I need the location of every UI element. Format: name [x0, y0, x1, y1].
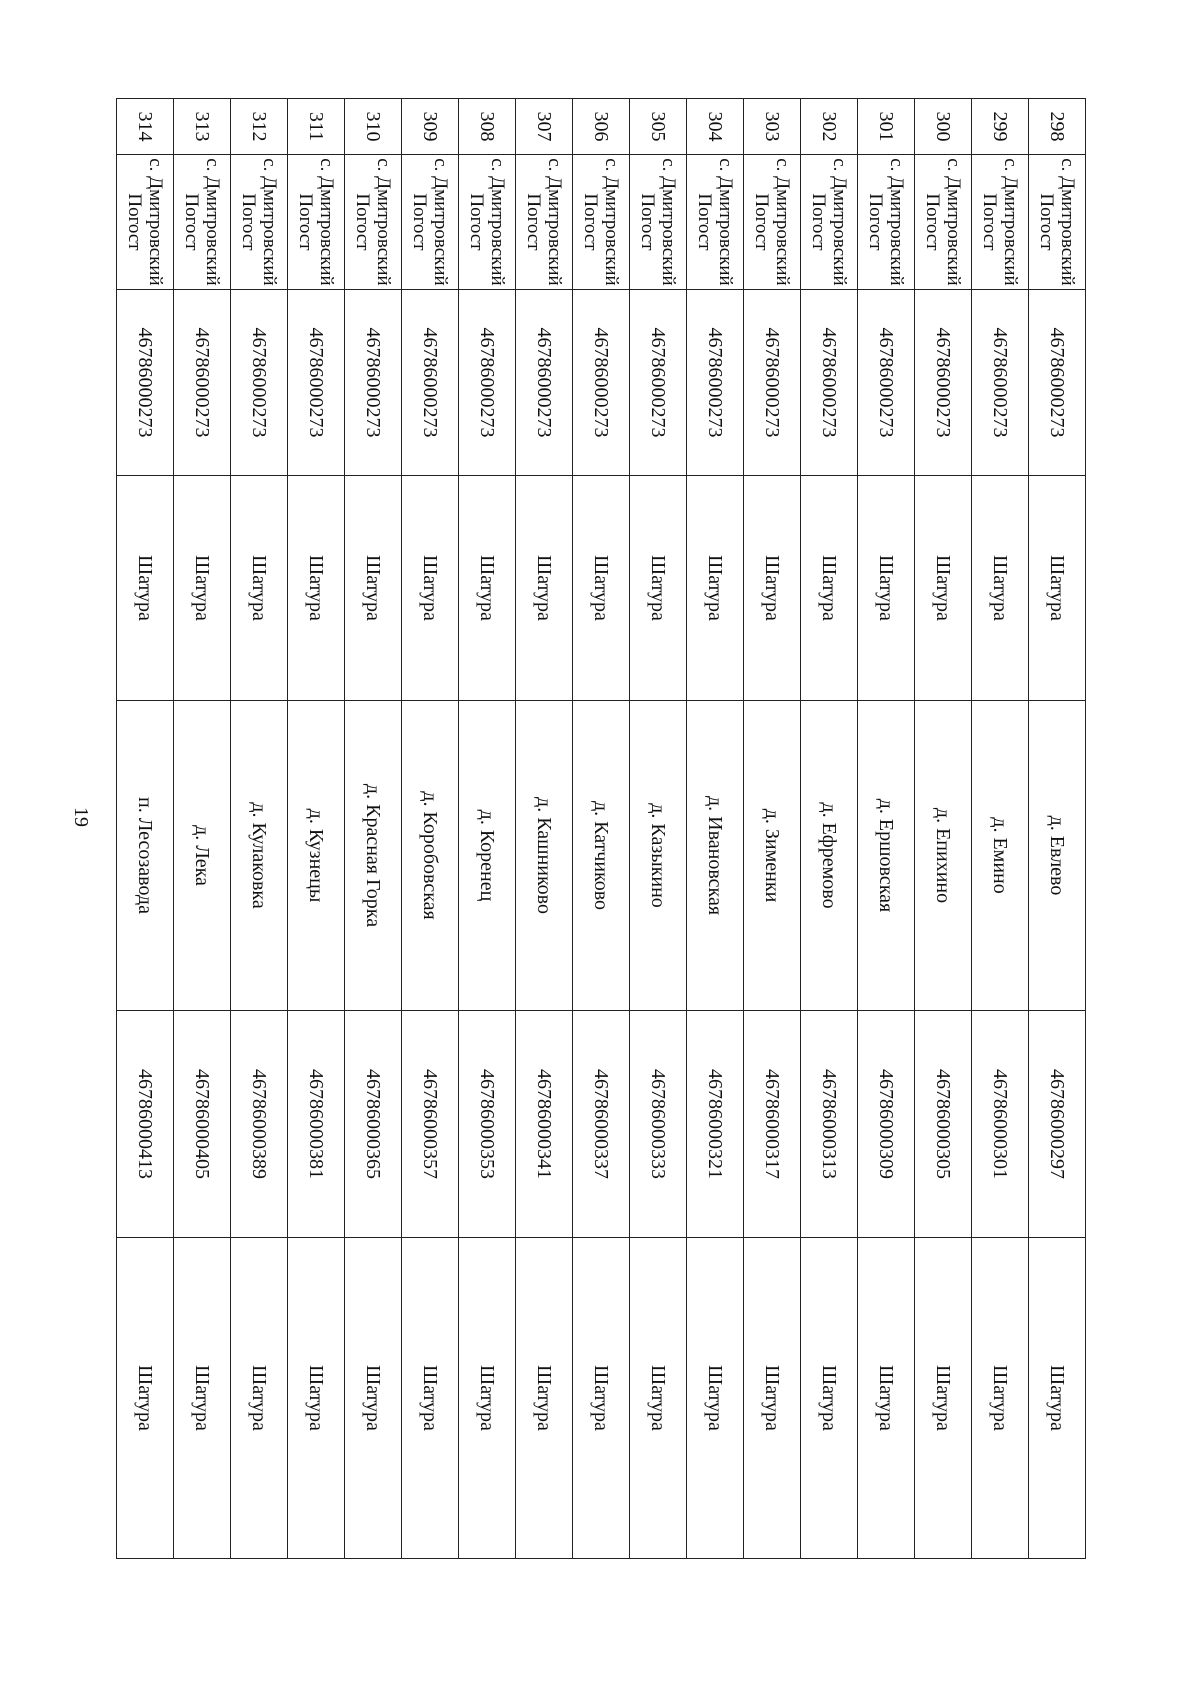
settlement-name-cell [288, 155, 345, 290]
locality-name-cell: д. Зименки [744, 701, 801, 1011]
settlement-name-cell [858, 155, 915, 290]
settlement-name-cell [573, 155, 630, 290]
page-number: 19 [70, 807, 92, 827]
locality-city-cell: Шатура [516, 1238, 573, 1559]
row-number-cell: 303 [744, 99, 801, 155]
locality-city-cell: Шатура [117, 1238, 174, 1559]
row-number-cell: 299 [972, 99, 1029, 155]
locality-name-cell: д. Ершовская [858, 701, 915, 1011]
row-number-cell: 300 [915, 99, 972, 155]
locality-city-cell: Шатура [345, 1238, 402, 1559]
settlement-name-text: с. Дмитровский Погост [409, 158, 451, 286]
settlement-name-text: с. Дмитровский Погост [751, 158, 793, 286]
locality-oktmo-cell: 46786000413 [117, 1011, 174, 1238]
row-number-cell: 310 [345, 99, 402, 155]
locality-name-cell: д. Коробовская [402, 701, 459, 1011]
row-number-cell: 312 [231, 99, 288, 155]
locality-name-cell: д. Лека [174, 701, 231, 1011]
table-row [972, 99, 1029, 1559]
table-row [345, 99, 402, 1559]
settlement-name-cell [459, 155, 516, 290]
locality-oktmo-cell: 46786000305 [915, 1011, 972, 1238]
settlement-city-cell: Шатура [174, 476, 231, 701]
table-row [516, 99, 573, 1559]
locality-city-cell: Шатура [231, 1238, 288, 1559]
settlement-oktmo-cell: 46786000273 [345, 290, 402, 476]
locality-name-cell: д. Ефремово [801, 701, 858, 1011]
settlement-name-text: с. Дмитровский Погост [808, 158, 850, 286]
settlement-oktmo-cell: 46786000273 [573, 290, 630, 476]
row-number-cell: 308 [459, 99, 516, 155]
table-row [744, 99, 801, 1559]
settlement-name-cell [972, 155, 1029, 290]
locality-city-cell: Шатура [174, 1238, 231, 1559]
settlement-city-cell: Шатура [573, 476, 630, 701]
table-row [402, 99, 459, 1559]
settlement-city-cell: Шатура [402, 476, 459, 701]
settlement-name-cell [345, 155, 402, 290]
settlement-name-text: с. Дмитровский Погост [694, 158, 736, 286]
settlement-name-text: с. Дмитровский Погост [238, 158, 280, 286]
locality-oktmo-cell: 46786000337 [573, 1011, 630, 1238]
locality-oktmo-cell: 46786000405 [174, 1011, 231, 1238]
settlement-oktmo-cell: 46786000273 [117, 290, 174, 476]
locality-name-cell: д. Казыкино [630, 701, 687, 1011]
settlement-name-text: с. Дмитровский Погост [523, 158, 565, 286]
settlement-name-cell [915, 155, 972, 290]
row-number-cell: 302 [801, 99, 858, 155]
locality-city-cell: Шатура [630, 1238, 687, 1559]
settlement-oktmo-cell: 46786000273 [174, 290, 231, 476]
locality-name-cell: д. Красная Горка [345, 701, 402, 1011]
locality-name-cell: д. Кузнецы [288, 701, 345, 1011]
locality-oktmo-cell: 46786000341 [516, 1011, 573, 1238]
locality-oktmo-cell: 46786000313 [801, 1011, 858, 1238]
table-row [801, 99, 858, 1559]
locality-city-cell: Шатура [459, 1238, 516, 1559]
locality-name-cell: д. Кашниково [516, 701, 573, 1011]
settlement-city-cell: Шатура [744, 476, 801, 701]
row-number-cell: 311 [288, 99, 345, 155]
table-row [231, 99, 288, 1559]
settlement-city-cell: Шатура [687, 476, 744, 701]
locality-oktmo-cell: 46786000309 [858, 1011, 915, 1238]
settlement-oktmo-cell: 46786000273 [744, 290, 801, 476]
settlement-oktmo-cell: 46786000273 [915, 290, 972, 476]
settlement-name-text: с. Дмитровский Погост [580, 158, 622, 286]
row-number-cell: 314 [117, 99, 174, 155]
locality-name-cell: д. Катчиково [573, 701, 630, 1011]
rotated-page-content [120, 98, 1086, 1558]
row-number-cell: 298 [1029, 99, 1086, 155]
settlement-city-cell: Шатура [858, 476, 915, 701]
table-row [630, 99, 687, 1559]
settlement-city-cell: Шатура [972, 476, 1029, 701]
table-body [117, 99, 1086, 1559]
settlement-name-text: с. Дмитровский Погост [865, 158, 907, 286]
row-number-cell: 306 [573, 99, 630, 155]
settlement-name-text: с. Дмитровский Погост [352, 158, 394, 286]
settlement-name-cell [744, 155, 801, 290]
settlement-name-text: с. Дмитровский Погост [1036, 158, 1078, 286]
settlement-name-text: с. Дмитровский Погост [124, 158, 166, 286]
table-row [117, 99, 174, 1559]
locality-city-cell: Шатура [858, 1238, 915, 1559]
settlement-city-cell: Шатура [1029, 476, 1086, 701]
settlement-name-text: с. Дмитровский Погост [295, 158, 337, 286]
row-number-cell: 301 [858, 99, 915, 155]
settlement-name-text: с. Дмитровский Погост [922, 158, 964, 286]
settlement-oktmo-cell: 46786000273 [516, 290, 573, 476]
locality-city-cell: Шатура [915, 1238, 972, 1559]
locality-oktmo-cell: 46786000357 [402, 1011, 459, 1238]
locality-name-cell: д. Коренец [459, 701, 516, 1011]
row-number-cell: 305 [630, 99, 687, 155]
settlement-city-cell: Шатура [915, 476, 972, 701]
locality-city-cell: Шатура [402, 1238, 459, 1559]
locality-city-cell: Шатура [801, 1238, 858, 1559]
settlement-city-cell: Шатура [117, 476, 174, 701]
settlement-city-cell: Шатура [288, 476, 345, 701]
table-row [858, 99, 915, 1559]
settlement-oktmo-cell: 46786000273 [972, 290, 1029, 476]
row-number-cell: 307 [516, 99, 573, 155]
table-row [288, 99, 345, 1559]
settlement-oktmo-cell: 46786000273 [687, 290, 744, 476]
settlement-oktmo-cell: 46786000273 [231, 290, 288, 476]
locality-name-cell: д. Епихино [915, 701, 972, 1011]
settlement-city-cell: Шатура [801, 476, 858, 701]
settlements-table [116, 98, 1086, 1559]
locality-oktmo-cell: 46786000353 [459, 1011, 516, 1238]
locality-city-cell: Шатура [1029, 1238, 1086, 1559]
settlement-city-cell: Шатура [459, 476, 516, 701]
settlement-name-cell [231, 155, 288, 290]
locality-name-cell: д. Емино [972, 701, 1029, 1011]
locality-city-cell: Шатура [573, 1238, 630, 1559]
settlement-name-cell [801, 155, 858, 290]
settlement-oktmo-cell: 46786000273 [1029, 290, 1086, 476]
settlement-oktmo-cell: 46786000273 [630, 290, 687, 476]
settlement-name-text: с. Дмитровский Погост [979, 158, 1021, 286]
locality-city-cell: Шатура [744, 1238, 801, 1559]
table-row [687, 99, 744, 1559]
settlement-oktmo-cell: 46786000273 [459, 290, 516, 476]
settlement-city-cell: Шатура [630, 476, 687, 701]
locality-oktmo-cell: 46786000297 [1029, 1011, 1086, 1238]
settlement-name-text: с. Дмитровский Погост [637, 158, 679, 286]
settlement-oktmo-cell: 46786000273 [288, 290, 345, 476]
locality-oktmo-cell: 46786000301 [972, 1011, 1029, 1238]
settlement-name-text: с. Дмитровский Погост [181, 158, 223, 286]
locality-city-cell: Шатура [288, 1238, 345, 1559]
locality-oktmo-cell: 46786000365 [345, 1011, 402, 1238]
locality-name-cell: д. Евлево [1029, 701, 1086, 1011]
locality-oktmo-cell: 46786000389 [231, 1011, 288, 1238]
table-row [915, 99, 972, 1559]
settlement-oktmo-cell: 46786000273 [858, 290, 915, 476]
settlement-name-cell [174, 155, 231, 290]
settlement-name-cell [687, 155, 744, 290]
locality-oktmo-cell: 46786000333 [630, 1011, 687, 1238]
row-number-cell: 309 [402, 99, 459, 155]
locality-name-cell: п. Лесозавода [117, 701, 174, 1011]
settlement-name-cell [402, 155, 459, 290]
settlement-oktmo-cell: 46786000273 [801, 290, 858, 476]
locality-oktmo-cell: 46786000321 [687, 1011, 744, 1238]
locality-oktmo-cell: 46786000317 [744, 1011, 801, 1238]
locality-name-cell: д. Кулаковка [231, 701, 288, 1011]
table-row [459, 99, 516, 1559]
settlement-name-cell [516, 155, 573, 290]
settlement-city-cell: Шатура [516, 476, 573, 701]
settlement-city-cell: Шатура [345, 476, 402, 701]
locality-oktmo-cell: 46786000381 [288, 1011, 345, 1238]
locality-name-cell: д. Ивановская [687, 701, 744, 1011]
settlement-city-cell: Шатура [231, 476, 288, 701]
settlement-oktmo-cell: 46786000273 [402, 290, 459, 476]
locality-city-cell: Шатура [687, 1238, 744, 1559]
table-row [1029, 99, 1086, 1559]
row-number-cell: 304 [687, 99, 744, 155]
settlement-name-cell [1029, 155, 1086, 290]
row-number-cell: 313 [174, 99, 231, 155]
table-row [174, 99, 231, 1559]
table-row [573, 99, 630, 1559]
settlement-name-cell [117, 155, 174, 290]
locality-city-cell: Шатура [972, 1238, 1029, 1559]
settlement-name-cell [630, 155, 687, 290]
settlement-name-text: с. Дмитровский Погост [466, 158, 508, 286]
